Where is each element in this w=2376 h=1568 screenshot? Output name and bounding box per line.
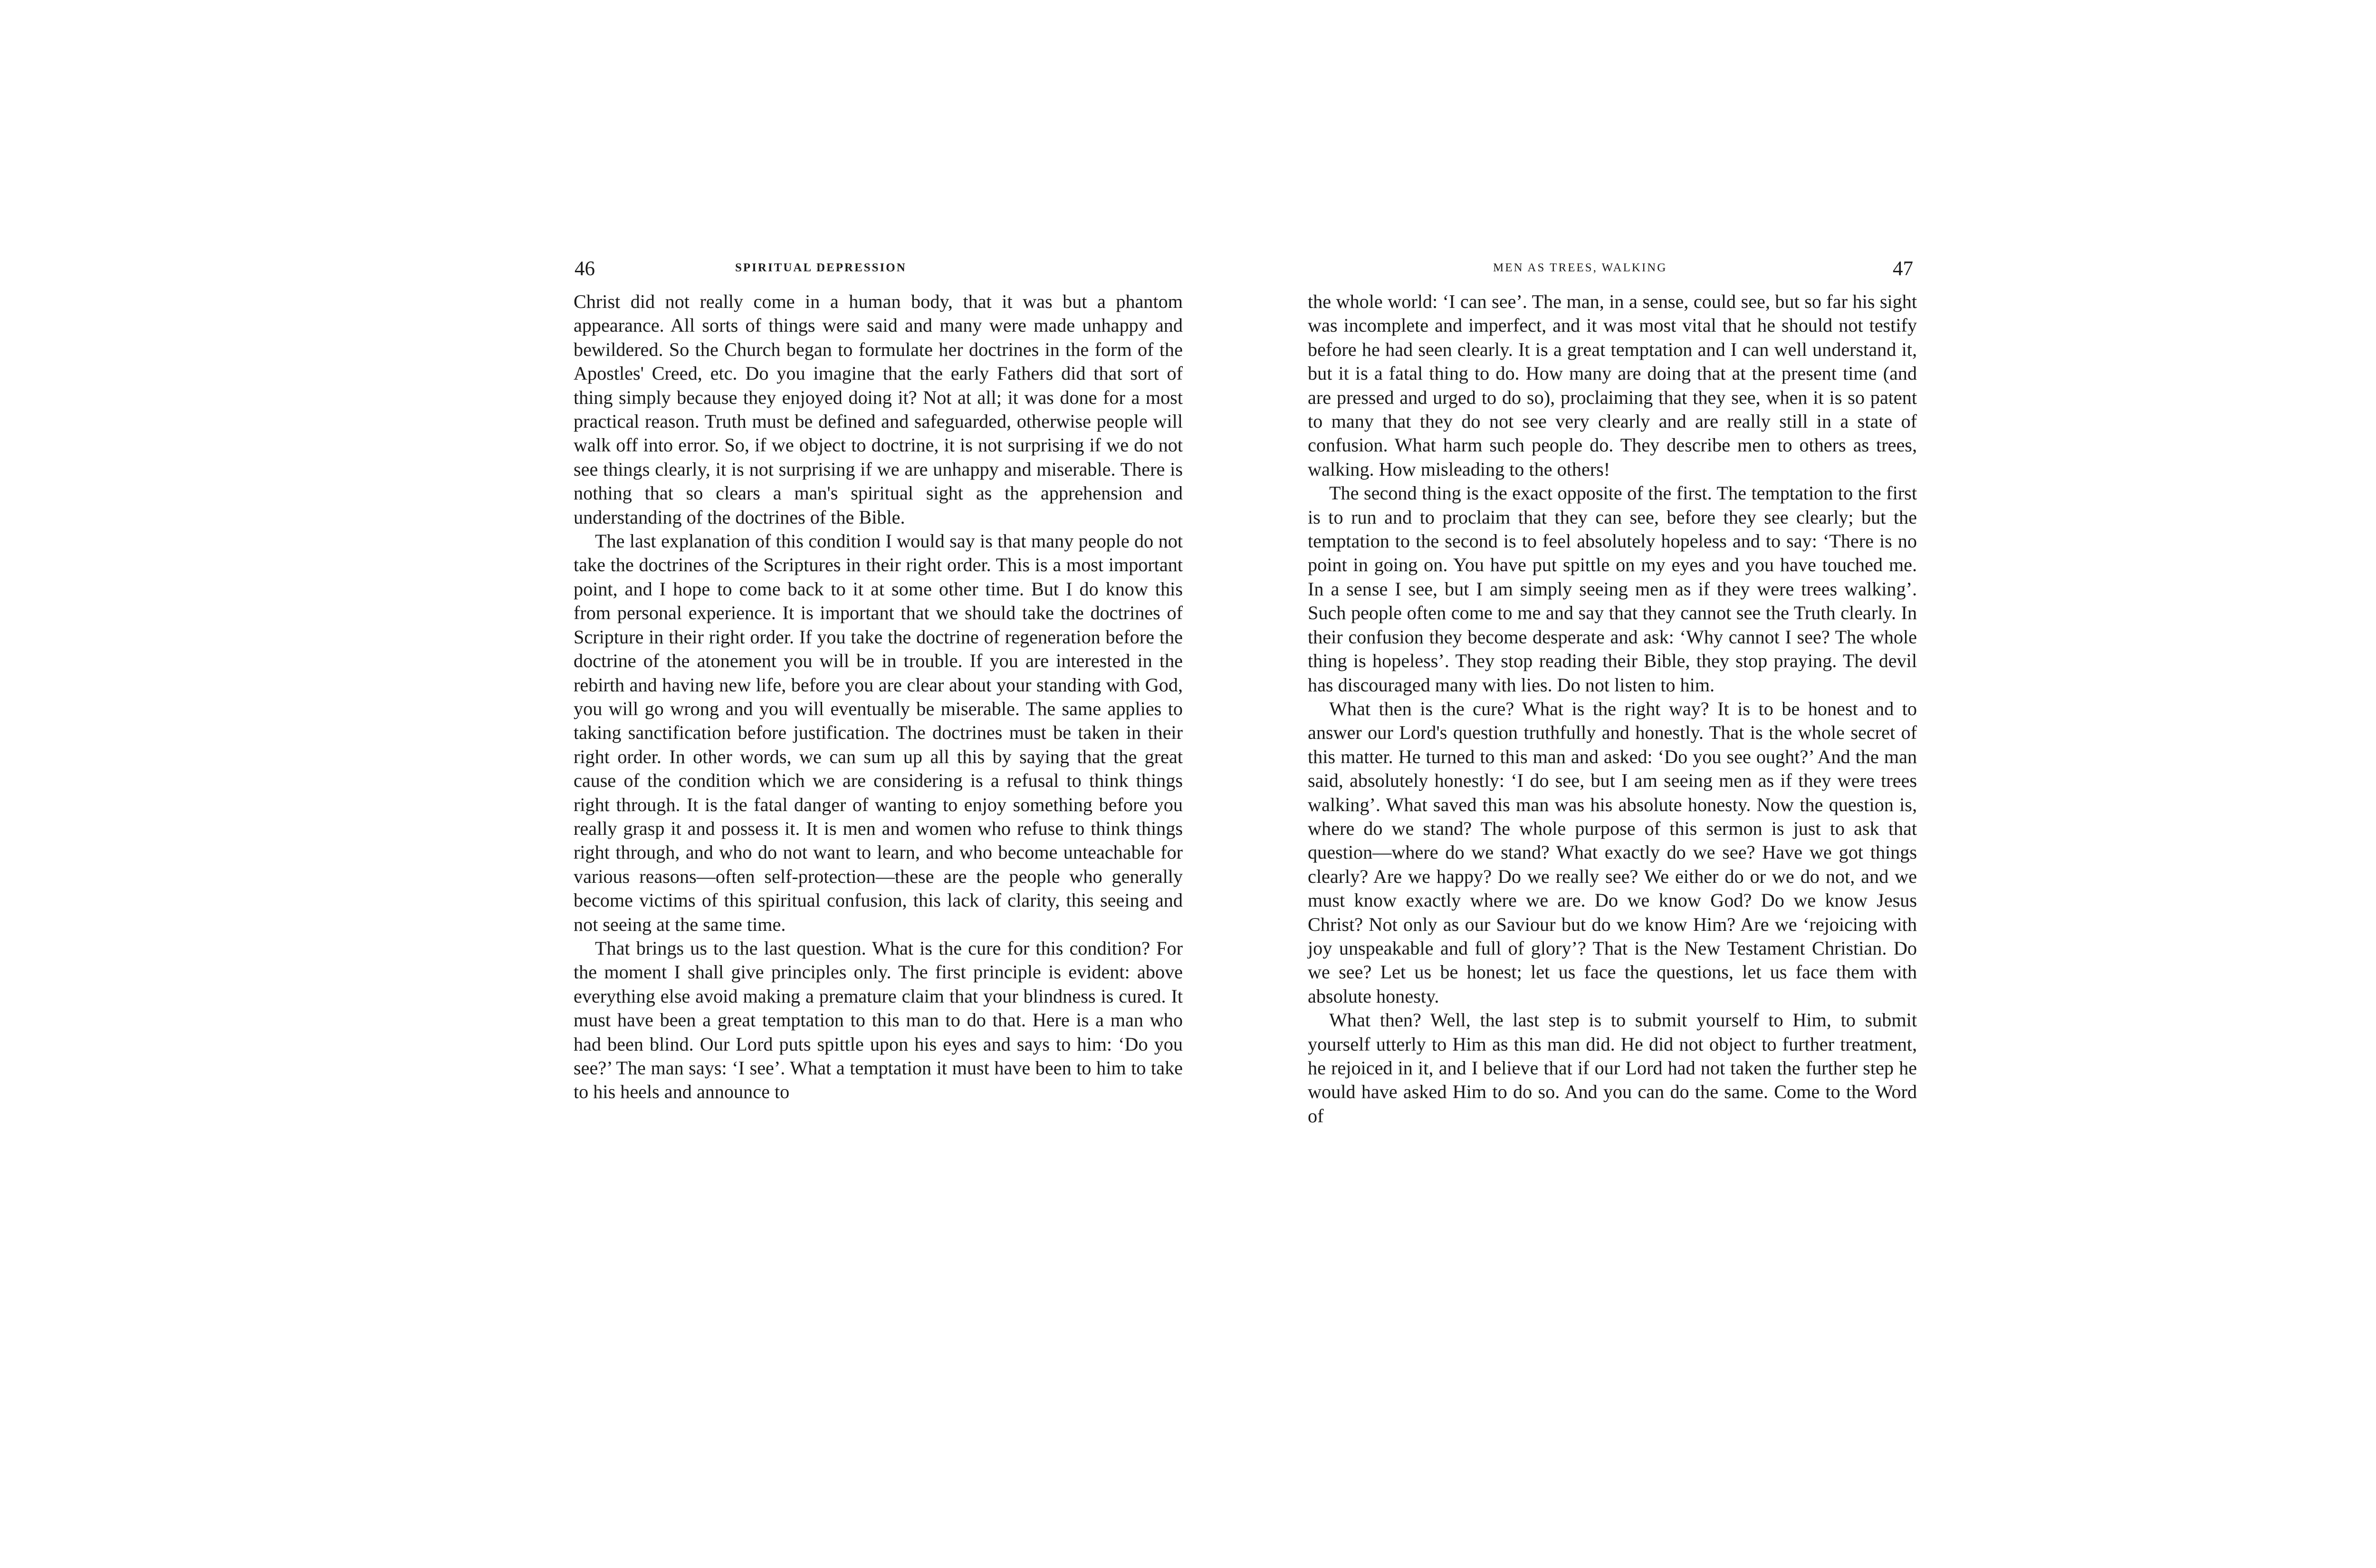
right-paragraph-1: the whole world: ‘I can see’. The man, in a sense, could see, but so far his sight was incomplete and imperfect, and it was most vital that he should not testify before he had seen clearly. It is a great temptation and I can well understand it, but it is a fatal thing to do. How many are doing that at the present time (and are pressed and urged to do so), proclaiming that they see, when it is so patent to many that they do not see very clearly and are really still in a state of confusion. What harm such people do. They describe men to others as trees, walking. How misleading to the others! bbox=[1308, 291, 1917, 480]
left-running-title: SPIRITUAL DEPRESSION bbox=[735, 261, 907, 274]
right-page bbox=[1308, 255, 1917, 1128]
left-page bbox=[574, 255, 1183, 1104]
right-running-title: MEN AS TREES, WALKING bbox=[1493, 261, 1667, 274]
left-paragraph-2: The last explanation of this condition I would say is that many people do not take the doctrines of the Scriptures in their right order. This is a most important point, and I hope to come back to it at some other time. But I do know this from personal experience. It is important that we should take the doctrines of Scripture in their right order. If you take the doctrine of regeneration before the doctrine of the atonement you will be in trouble. If you are interested in the rebirth and having new life, before you are clear about your standing with God, you will go wrong and you will eventually be miserable. The same applies to taking sanctification before justification. The doctrines must be taken in their right order. In other words, we can sum up all this by saying that the great cause of the condition which we are considering is a refusal to think things right through. It is the fatal danger of wanting to enjoy something before you really grasp it and possess it. It is men and women who refuse to think things right through, and who do not want to learn, and who become unteachable for various reasons—often self-protection—these are the people who generally become victims of this spiritual confusion, this lack of clarity, this seeing and not seeing at the same time. bbox=[574, 530, 1183, 935]
left-paragraph-3: That brings us to the last question. What is the cure for this condition? For the moment I shall give principles only. The first principle is evident: above everything else avoid making a premature claim that your blindness is cured. It must have been a great temptation to this man to do that. Here is a man who had been blind. Our Lord puts spittle upon his eyes and says to him: ‘Do you see?’ The man says: ‘I see’. What a temptation it must have been to him to take to his heels and announce to bbox=[574, 937, 1183, 1103]
left-page-number: 46 bbox=[575, 258, 595, 280]
left-running-head bbox=[574, 255, 1183, 283]
right-paragraph-4: What then? Well, the last step is to submit yourself to Him, to submit yourself utterly to Him as this man did. He did not object to further treatment, he rejoiced in it, and I believe that if our Lord had not taken the further step he would have asked Him to do so. And you can do the same. Come to the Word of bbox=[1308, 1009, 1917, 1127]
right-running-head bbox=[1308, 255, 1917, 283]
right-page-number: 47 bbox=[1893, 258, 1913, 280]
right-paragraph-2: The second thing is the exact opposite of the first. The temptation to the first is to run and to proclaim that they can see, before they see clearly; but the temptation to the second is to feel absolutely hopeless and to say: ‘There is no point in going on. You have put spittle on my eyes and you have touched me. In a sense I see, but I am simply seeing men as if they were trees walking’. Such people often come to me and say that they cannot see the Truth clearly. In their confusion they become desperate and ask: ‘Why cannot I see? The whole thing is hopeless’. They stop reading their Bible, they stop praying. The devil has discouraged many with lies. Do not listen to him. bbox=[1308, 482, 1917, 696]
right-paragraph-3: What then is the cure? What is the right way? It is to be honest and to answer our Lord's question truthfully and honestly. That is the whole secret of this matter. He turned to this man and asked: ‘Do you see ought?’ And the man said, absolutely honestly: ‘I do see, but I am seeing men as if they were trees walking’. What saved this man was his absolute honesty. Now the question is, where do we stand? The whole purpose of this sermon is just to ask that question—where do we stand? What exactly do we see? Have we got things clearly? Are we happy? Do we really see? We either do or we do not, and we must know exactly where we are. Do we know God? Do we know Jesus Christ? Not only as our Saviour but do we know Him? Are we ‘rejoicing with joy unspeakable and full of glory’? That is the New Testament Christian. Do we see? Let us be honest; let us face the questions, let us face them with absolute honesty. bbox=[1308, 698, 1917, 1007]
left-paragraph-1: Christ did not really come in a human body, that it was but a phantom appearance. All sorts of things were said and many were made unhappy and bewildered. So the Church began to formulate her doctrines in the form of the Apostles' Creed, etc. Do you imagine that the early Fathers did that sort of thing simply because they enjoyed doing it? Not at all; it was done for a most practical reason. Truth must be defined and safeguarded, otherwise people will walk off into error. So, if we object to doctrine, it is not surprising if we do not see things clearly, it is not surprising if we are unhappy and miserable. There is nothing that so clears a man's spiritual sight as the apprehension and understanding of the doctrines of the Bible. bbox=[574, 291, 1183, 528]
